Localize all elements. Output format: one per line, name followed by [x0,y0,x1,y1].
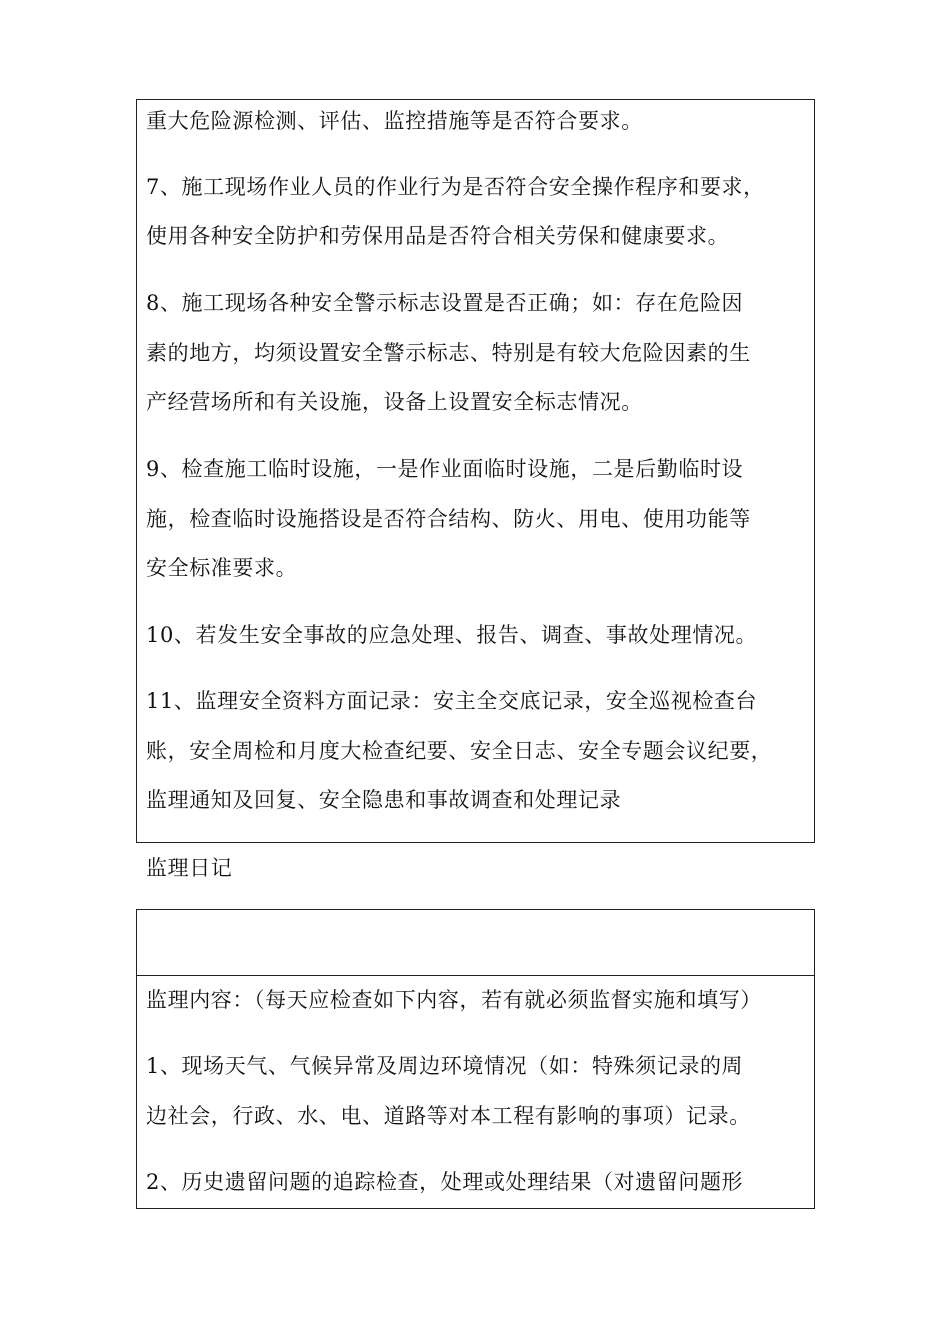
text-line: 账，安全周检和月度大检查纪要、安全日志、安全专题会议纪要， [146,739,773,763]
text-line: 2、历史遗留问题的追踪检查，处理或处理结果（对遗留问题形 [146,1170,744,1194]
text-line: 监理通知及回复、安全隐患和事故调查和处理记录 [146,788,622,812]
text-line: 边社会，行政、水、电、道路等对本工程有影响的事项）记录。 [146,1104,751,1128]
text-line: 重大危险源检测、评估、监控措施等是否符合要求。 [146,109,643,133]
empty-header-row [137,910,814,976]
text-line: 10、若发生安全事故的应急处理、报告、调查、事故处理情况。 [146,623,758,647]
text-line: 产经营场所和有关设施，设备上设置安全标志情况。 [146,390,643,414]
safety-checklist-box [136,99,815,843]
supervision-content-box [136,909,815,1209]
text-line: 素的地方，均须设置安全警示标志、特别是有较大危险因素的生 [146,341,751,365]
diary-title: 监理日记 [146,856,233,880]
text-line: 7、施工现场作业人员的作业行为是否符合安全操作程序和要求， [146,175,765,199]
text-line: 使用各种安全防护和劳保用品是否符合相关劳保和健康要求。 [146,224,730,248]
text-line: 监理内容：（每天应检查如下内容，若有就必须监督实施和填写） [146,988,762,1012]
text-line: 1、现场天气、气候异常及周边环境情况（如：特殊须记录的周 [146,1054,744,1078]
text-line: 安全标准要求。 [146,556,298,580]
text-line: 8、施工现场各种安全警示标志设置是否正确；如：存在危险因 [146,291,744,315]
text-line: 9、检查施工临时设施，一是作业面临时设施，二是后勤临时设 [146,457,744,481]
text-line: 11、监理安全资料方面记录：安主全交底记录，安全巡视检查台 [146,689,758,713]
text-line: 施，检查临时设施搭设是否符合结构、防火、用电、使用功能等 [146,507,751,531]
